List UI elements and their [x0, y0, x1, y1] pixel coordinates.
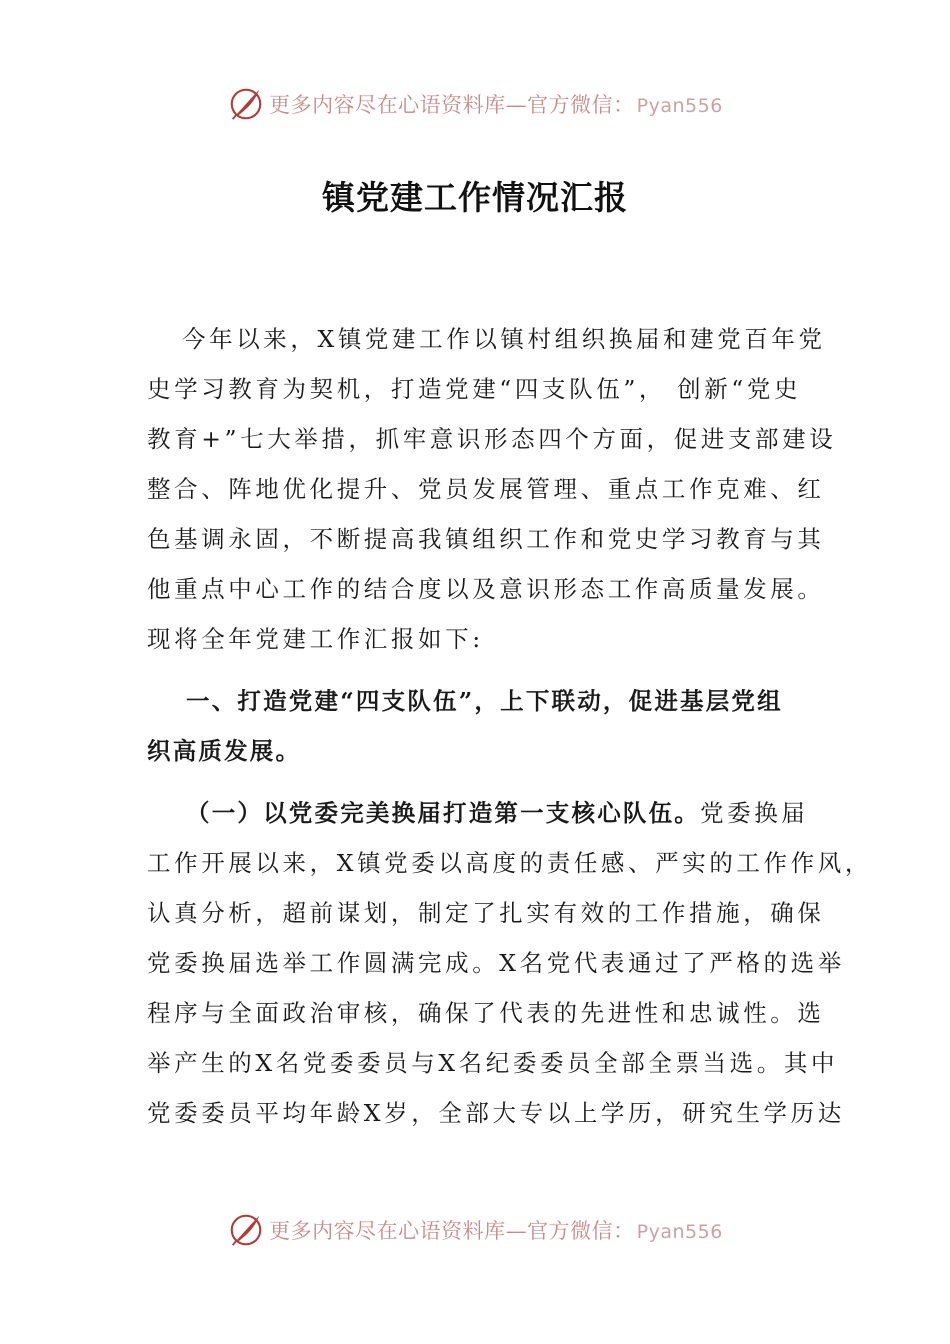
- watermark-text: 更多内容尽在心语资料库—官方微信： Pyan556: [269, 93, 723, 117]
- watermark-top: [0, 82, 950, 126]
- intro-line: 教育+”七大举措，抓牢意识形态四个方面，促进支部建设: [147, 425, 837, 453]
- body-line: 认真分析，超前谋划，制定了扎实有效的工作措施，确保: [147, 899, 825, 927]
- subsection-text: 党委换届: [700, 799, 809, 827]
- intro-line: 他重点中心工作的结合度以及意识形态工作高质量发展。: [147, 575, 825, 603]
- subsection-heading: （一）以党委完美换届打造第一支核心队伍。: [186, 799, 700, 827]
- intro-line: 今年以来，X镇党建工作以镇村组织换届和建党百年党: [182, 325, 826, 353]
- body-line: 程序与全面政治审核，确保了代表的先进性和忠诚性。选: [147, 999, 825, 1027]
- watermark-text: 更多内容尽在心语资料库—官方微信： Pyan556: [269, 1219, 723, 1243]
- watermark-wechat-id: Pyan556: [636, 95, 723, 117]
- quill-logo-icon: [227, 85, 265, 123]
- body-line: 举产生的X名党委委员与X名纪委委员全部全票当选。其中: [147, 1049, 839, 1077]
- document-title: 镇党建工作情况汇报: [322, 178, 628, 217]
- intro-line: 色基调永固，不断提高我镇组织工作和党史学习教育与其: [147, 525, 825, 553]
- watermark-wechat-id: Pyan556: [636, 1221, 723, 1243]
- body-line: 党委委员平均年龄X岁，全部大专以上学历，研究生学历达: [147, 1099, 845, 1127]
- intro-line: 整合、阵地优化提升、党员发展管理、重点工作克难、红: [147, 475, 825, 503]
- intro-line: 史学习教育为契机，打造党建“四支队伍”， 创新“党史: [147, 375, 802, 403]
- section-heading: 织高质发展。: [147, 737, 302, 765]
- section-heading: 一、打造党建“四支队伍”，上下联动，促进基层党组: [186, 687, 783, 715]
- quill-logo-icon: [227, 1211, 265, 1249]
- intro-line: 现将全年党建工作汇报如下:: [147, 625, 484, 653]
- watermark-bottom: [0, 1208, 950, 1252]
- subsection-first-line: [186, 798, 808, 828]
- body-line: 工作开展以来，X镇党委以高度的责任感、严实的工作作风，: [147, 849, 872, 877]
- body-line: 党委换届选举工作圆满完成。X名党代表通过了严格的选举: [147, 949, 845, 977]
